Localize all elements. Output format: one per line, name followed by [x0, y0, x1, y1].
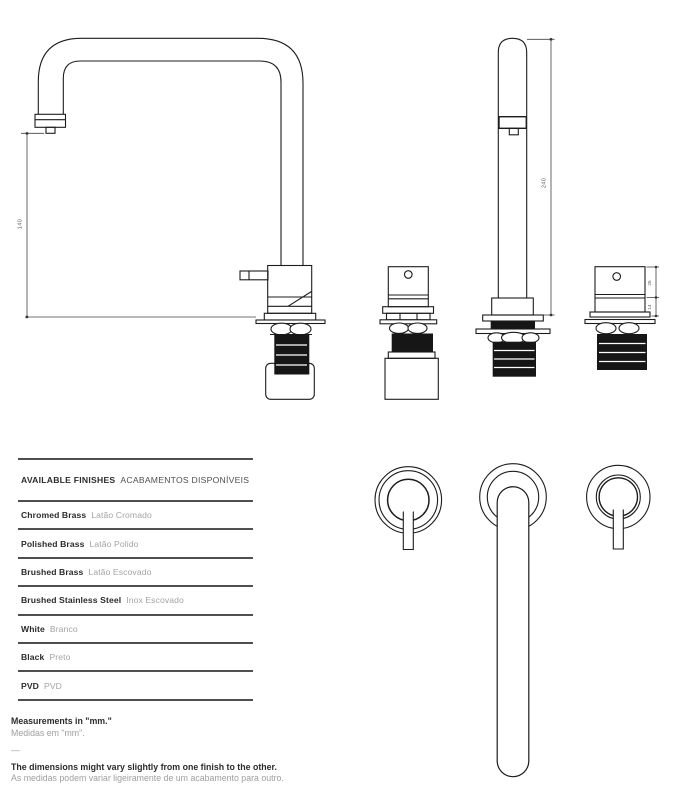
finish-row-brushed-stainless-steel — [18, 585, 253, 613]
handle-body — [595, 267, 645, 312]
aerator-housing — [499, 117, 526, 129]
finish-name-pt: Preto — [49, 652, 71, 663]
finish-name-en: Black — [21, 652, 45, 663]
spout-column — [498, 38, 526, 298]
base-flange — [264, 313, 315, 320]
hex-nut — [596, 323, 616, 334]
threaded-shank — [392, 334, 433, 353]
spout-base — [492, 298, 534, 315]
finish-name-pt: Branco — [49, 623, 78, 634]
dim-label-side-height: 140 — [17, 218, 24, 230]
washer-plate — [256, 320, 325, 324]
spout-inner-outline — [63, 61, 281, 266]
lever-top — [613, 510, 623, 550]
finish-name-pt: PVD — [43, 680, 62, 691]
top-view-spout — [480, 464, 547, 777]
finish-row-brushed-brass — [18, 557, 253, 585]
dimension-front-height — [527, 38, 555, 316]
washer-plate — [585, 320, 655, 324]
finishes-table — [18, 458, 253, 701]
finish-row-polished-brass — [18, 528, 253, 556]
hex-nut — [271, 323, 292, 335]
top-view-handle-right — [587, 465, 650, 549]
front-view-handle-right — [585, 267, 655, 370]
aerator-tip — [509, 128, 518, 135]
finish-row-pvd — [18, 670, 253, 698]
finish-row-chromed-brass — [18, 500, 253, 528]
notes — [11, 716, 341, 785]
top-view-handle-left — [375, 467, 442, 550]
handle-body — [388, 267, 428, 307]
spout-arm-top — [497, 487, 529, 777]
side-view-drawing — [35, 38, 325, 399]
base-flange — [483, 315, 544, 321]
valve-block — [385, 358, 438, 399]
finish-name-en: Brushed Brass — [21, 566, 84, 577]
spout-tip-collar — [35, 114, 66, 127]
finish-name-en: PVD — [21, 680, 39, 691]
set-screw-hole — [405, 271, 413, 279]
finish-name-pt: Inox Escovado — [126, 595, 184, 606]
finishes-header — [18, 458, 253, 500]
dim-label-handle-height: 26 — [647, 280, 652, 286]
finish-name-en: Polished Brass — [21, 538, 85, 549]
washer-plate — [380, 320, 437, 324]
dimension-side-height — [21, 132, 256, 318]
handle-flange — [590, 312, 650, 317]
note-variance-pt: As medidas podem variar ligeiramente de um acabamento para outro. — [11, 773, 284, 783]
lever-top — [403, 512, 413, 550]
hex-nut — [390, 323, 409, 333]
front-view-spout — [476, 38, 550, 376]
note-measurements-en: Measurements in "mm." — [11, 716, 112, 726]
finish-name-en: White — [21, 623, 45, 634]
finish-row-black — [18, 642, 253, 670]
valve-step — [388, 352, 435, 358]
spout-outer-outline — [38, 38, 303, 265]
finish-name-pt: Latão Escovado — [88, 566, 152, 577]
collar-dark — [491, 321, 535, 329]
note-variance-en: The dimensions might vary slightly from one finish to the other. — [11, 761, 277, 772]
dim-label-front-height: 240 — [541, 177, 548, 189]
note-separator: — — [11, 745, 20, 755]
finish-row-white — [18, 614, 253, 642]
handle-flange — [383, 307, 434, 314]
front-view-handle-left — [380, 267, 438, 400]
set-screw-hole — [613, 273, 621, 281]
note-measurements-pt: Medidas em "mm". — [11, 727, 85, 738]
finishes-header-pt: ACABAMENTOS DISPONÍVEIS — [120, 475, 250, 485]
finish-name-en: Chromed Brass — [21, 510, 87, 521]
finish-name-pt: Latão Cromado — [91, 510, 152, 521]
lever-handle — [240, 271, 268, 280]
aerator-tip — [46, 127, 55, 133]
dim-label-handle-base: 14 — [647, 304, 652, 310]
finish-name-pt: Latão Polido — [89, 538, 139, 549]
finish-name-en: Brushed Stainless Steel — [21, 595, 122, 606]
finishes-header-en: AVAILABLE FINISHES — [21, 475, 116, 485]
